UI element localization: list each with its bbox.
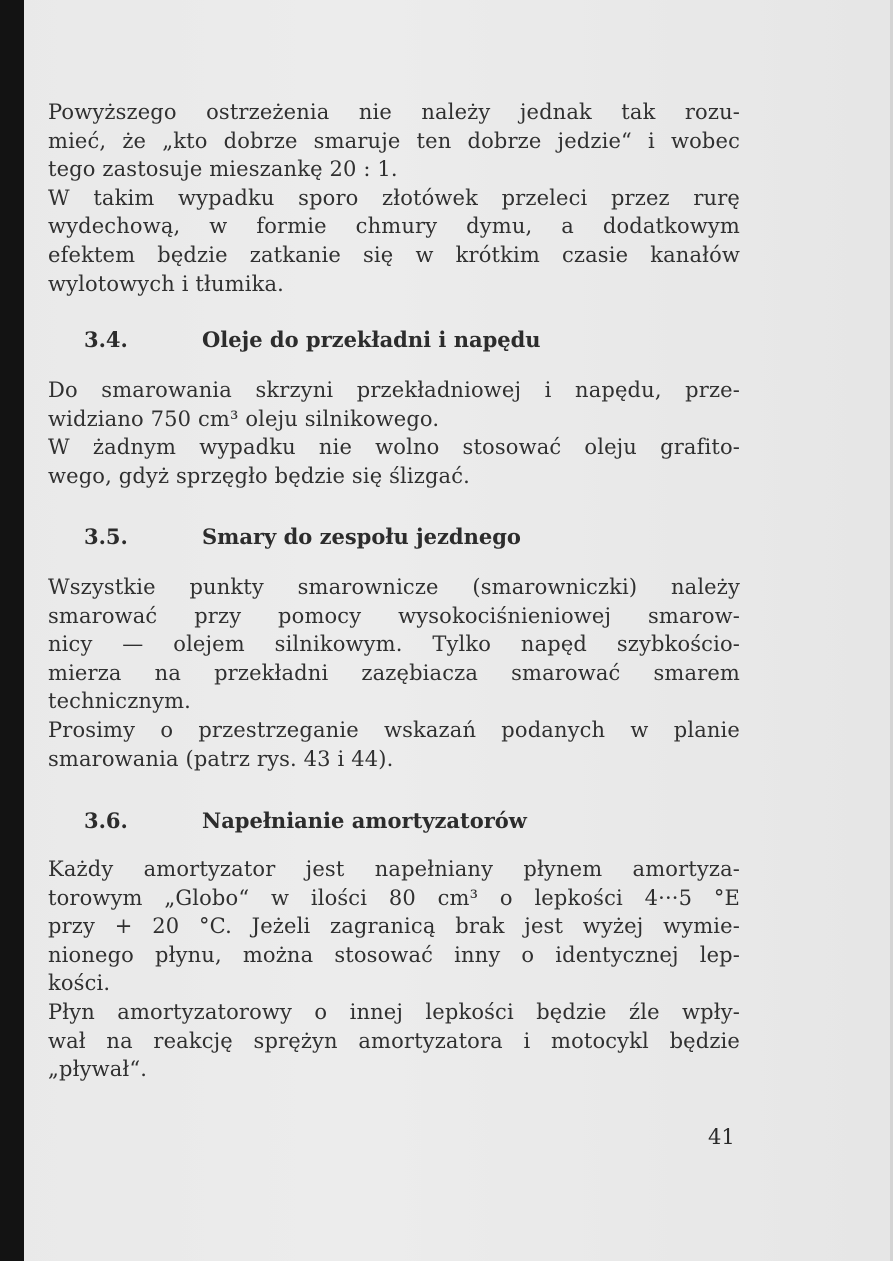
text-line: Wszystkie punkty smarownicze (smarowniczki) należy xyxy=(48,575,740,599)
text-line: efektem będzie zatkanie się w krótkim czasie kanałów xyxy=(48,242,740,267)
text-line: W takim wypadku sporo złotówek przeleci przez rurę xyxy=(48,185,740,210)
text-line: wego, gdyż sprzęgło będzie się ślizgać. xyxy=(48,463,470,488)
text-line: Powyższego ostrzeżenia nie należy jednak tak rozu- xyxy=(48,100,740,124)
section-number: 3.4. xyxy=(84,327,128,352)
section-heading-3-6 xyxy=(84,808,527,833)
section-heading-3-4 xyxy=(84,327,541,352)
text-line: widziano 750 cm³ oleju silnikowego. xyxy=(48,406,440,431)
section-number: 3.6. xyxy=(84,808,128,833)
text-line: Płyn amortyzatorowy o innej lepkości będzie źle wpły- xyxy=(48,999,740,1024)
text-line: Do smarowania skrzyni przekładniowej i napędu, prze- xyxy=(48,378,740,402)
text-line: mieć, że „kto dobrze smaruje ten dobrze jedzie“ i wobec xyxy=(48,128,740,153)
text-line: W żadnym wypadku nie wolno stosować oleju grafito- xyxy=(48,435,740,460)
page-number: 41 xyxy=(708,1125,735,1149)
text-line: wydechową, w formie chmury dymu, a dodatkowym xyxy=(48,214,740,239)
section-number: 3.5. xyxy=(84,524,128,549)
text-line: Każdy amortyzator jest napełniany płynem amortyza- xyxy=(48,857,740,881)
paragraph-grease xyxy=(48,573,740,773)
text-line: smarowania (patrz rys. 43 i 44). xyxy=(48,746,394,771)
text-line: tego zastosuje mieszankę 20 : 1. xyxy=(48,157,398,182)
text-line: nionego płynu, można stosować inny o identycznej lep- xyxy=(48,942,740,967)
text-line: Prosimy o przestrzeganie wskazań podanych w planie xyxy=(48,717,740,742)
text-line: torowym „Globo“ w ilości 80 cm³ o lepkości 4···5 °E xyxy=(48,885,740,910)
section-title: Smary do zespołu jezdnego xyxy=(202,524,521,549)
paragraph-mixture-warning xyxy=(48,98,740,298)
text-line: mierza na przekładni zazębiacza smarować smarem xyxy=(48,660,740,685)
text-line: technicznym. xyxy=(48,689,191,714)
paragraph-shock-absorbers xyxy=(48,855,740,1084)
paragraph-gear-oil xyxy=(48,376,740,490)
binding-edge xyxy=(0,0,24,1261)
section-title: Napełnianie amortyzatorów xyxy=(202,808,527,833)
text-line: wał na reakcję sprężyn amortyzatora i motocykl będzie xyxy=(48,1028,740,1053)
section-heading-3-5 xyxy=(84,524,521,549)
section-title: Oleje do przekładni i napędu xyxy=(202,327,541,352)
text-line: przy + 20 °C. Jeżeli zagranicą brak jest wyżej wymie- xyxy=(48,914,740,939)
text-line: wylotowych i tłumika. xyxy=(48,271,284,296)
text-line: nicy — olejem silnikowym. Tylko napęd szybkościo- xyxy=(48,632,740,657)
text-line: „pływał“. xyxy=(48,1057,148,1082)
text-line: kości. xyxy=(48,971,111,996)
text-line: smarować przy pomocy wysokociśnieniowej smarow- xyxy=(48,603,740,628)
